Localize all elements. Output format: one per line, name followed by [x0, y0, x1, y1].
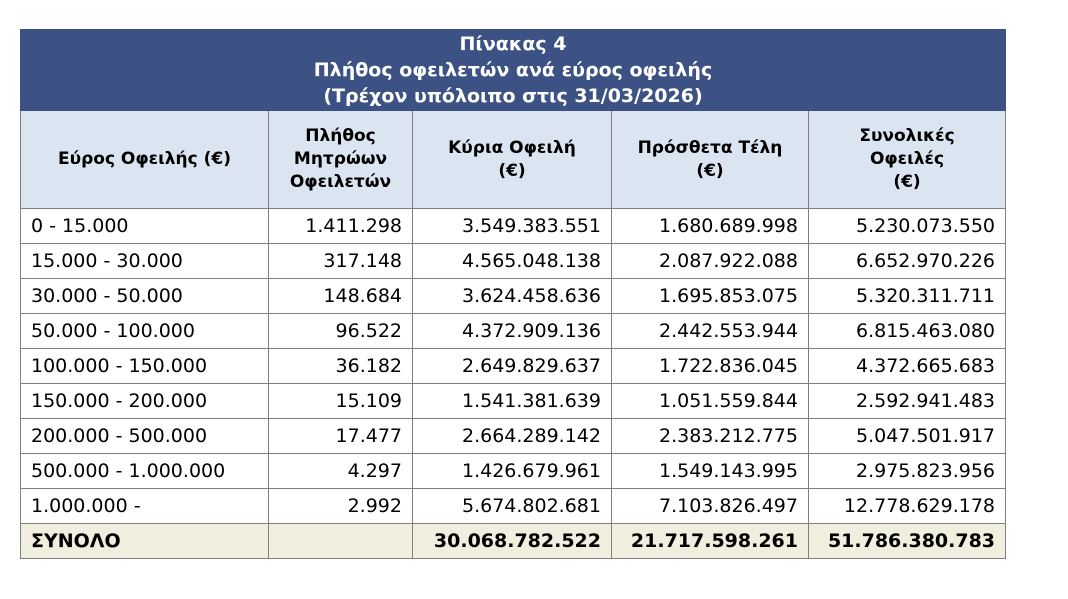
totals-row — [21, 524, 1006, 559]
totals-fees: 21.717.598.261 — [612, 524, 809, 559]
header-fees — [612, 111, 809, 209]
table-row — [21, 279, 1006, 314]
cell-range: 200.000 - 500.000 — [21, 419, 269, 454]
table-row — [21, 244, 1006, 279]
header-principal-line: Κύρια Οφειλή — [448, 137, 576, 158]
cell-principal: 1.541.381.639 — [413, 384, 612, 419]
cell-principal: 2.649.829.637 — [413, 349, 612, 384]
header-total-line: (€) — [893, 172, 921, 192]
cell-principal: 1.426.679.961 — [413, 454, 612, 489]
header-count-line: Πλήθος — [305, 126, 376, 146]
header-count-line: Οφειλετών — [289, 172, 392, 192]
cell-fees: 1.549.143.995 — [612, 454, 809, 489]
cell-range: 1.000.000 - — [21, 489, 269, 524]
cell-fees: 1.722.836.045 — [612, 349, 809, 384]
cell-total: 6.815.463.080 — [809, 314, 1006, 349]
cell-principal: 2.664.289.142 — [413, 419, 612, 454]
table-row — [21, 384, 1006, 419]
cell-total: 4.372.665.683 — [809, 349, 1006, 384]
header-total — [809, 111, 1006, 209]
cell-principal: 3.624.458.636 — [413, 279, 612, 314]
table-row — [21, 314, 1006, 349]
cell-range: 100.000 - 150.000 — [21, 349, 269, 384]
cell-count: 2.992 — [269, 489, 413, 524]
header-total-line: Συνολικές — [859, 126, 955, 146]
table-title-number: Πίνακας 4 — [459, 33, 567, 55]
header-principal-line: (€) — [498, 160, 526, 181]
cell-fees: 1.695.853.075 — [612, 279, 809, 314]
cell-fees: 1.680.689.998 — [612, 209, 809, 244]
cell-total: 12.778.629.178 — [809, 489, 1006, 524]
debt-range-table — [20, 29, 1006, 559]
table-body — [21, 209, 1006, 559]
cell-range: 150.000 - 200.000 — [21, 384, 269, 419]
cell-fees: 2.087.922.088 — [612, 244, 809, 279]
cell-total: 5.230.073.550 — [809, 209, 1006, 244]
table-row — [21, 209, 1006, 244]
totals-principal: 30.068.782.522 — [413, 524, 612, 559]
header-count — [269, 111, 413, 209]
cell-count: 317.148 — [269, 244, 413, 279]
cell-range: 50.000 - 100.000 — [21, 314, 269, 349]
cell-principal: 4.372.909.136 — [413, 314, 612, 349]
cell-range: 15.000 - 30.000 — [21, 244, 269, 279]
cell-count: 17.477 — [269, 419, 413, 454]
cell-range: 500.000 - 1.000.000 — [21, 454, 269, 489]
cell-count: 36.182 — [269, 349, 413, 384]
header-count-line: Μητρώων — [293, 149, 388, 169]
cell-range: 0 - 15.000 — [21, 209, 269, 244]
cell-range: 30.000 - 50.000 — [21, 279, 269, 314]
cell-total: 2.975.823.956 — [809, 454, 1006, 489]
header-range — [21, 111, 269, 209]
cell-total: 5.320.311.711 — [809, 279, 1006, 314]
cell-count: 4.297 — [269, 454, 413, 489]
cell-fees: 1.051.559.844 — [612, 384, 809, 419]
table-title-row — [21, 30, 1006, 111]
table-header-row — [21, 111, 1006, 209]
header-fees-line: (€) — [696, 160, 724, 181]
totals-label: ΣΥΝΟΛΟ — [21, 524, 269, 559]
cell-fees: 7.103.826.497 — [612, 489, 809, 524]
cell-count: 1.411.298 — [269, 209, 413, 244]
table-title — [21, 30, 1006, 111]
cell-count: 148.684 — [269, 279, 413, 314]
cell-fees: 2.442.553.944 — [612, 314, 809, 349]
cell-principal: 3.549.383.551 — [413, 209, 612, 244]
table-row — [21, 454, 1006, 489]
cell-count: 15.109 — [269, 384, 413, 419]
table-row — [21, 349, 1006, 384]
cell-total: 2.592.941.483 — [809, 384, 1006, 419]
cell-total: 5.047.501.917 — [809, 419, 1006, 454]
debt-range-table-container — [20, 29, 1005, 559]
cell-principal: 4.565.048.138 — [413, 244, 612, 279]
cell-total: 6.652.970.226 — [809, 244, 1006, 279]
table-title-main: Πλήθος οφειλετών ανά εύρος οφειλής — [313, 59, 713, 81]
cell-principal: 5.674.802.681 — [413, 489, 612, 524]
header-fees-line: Πρόσθετα Τέλη — [637, 137, 783, 158]
header-range-label: Εύρος Οφειλής (€) — [58, 149, 231, 169]
cell-fees: 2.383.212.775 — [612, 419, 809, 454]
header-total-line: Οφειλές — [869, 149, 945, 169]
table-row — [21, 419, 1006, 454]
totals-total: 51.786.380.783 — [809, 524, 1006, 559]
table-row — [21, 489, 1006, 524]
cell-count: 96.522 — [269, 314, 413, 349]
header-principal — [413, 111, 612, 209]
totals-count — [269, 524, 413, 559]
table-title-date: (Τρέχον υπόλοιπο στις 31/03/2026) — [323, 85, 703, 107]
